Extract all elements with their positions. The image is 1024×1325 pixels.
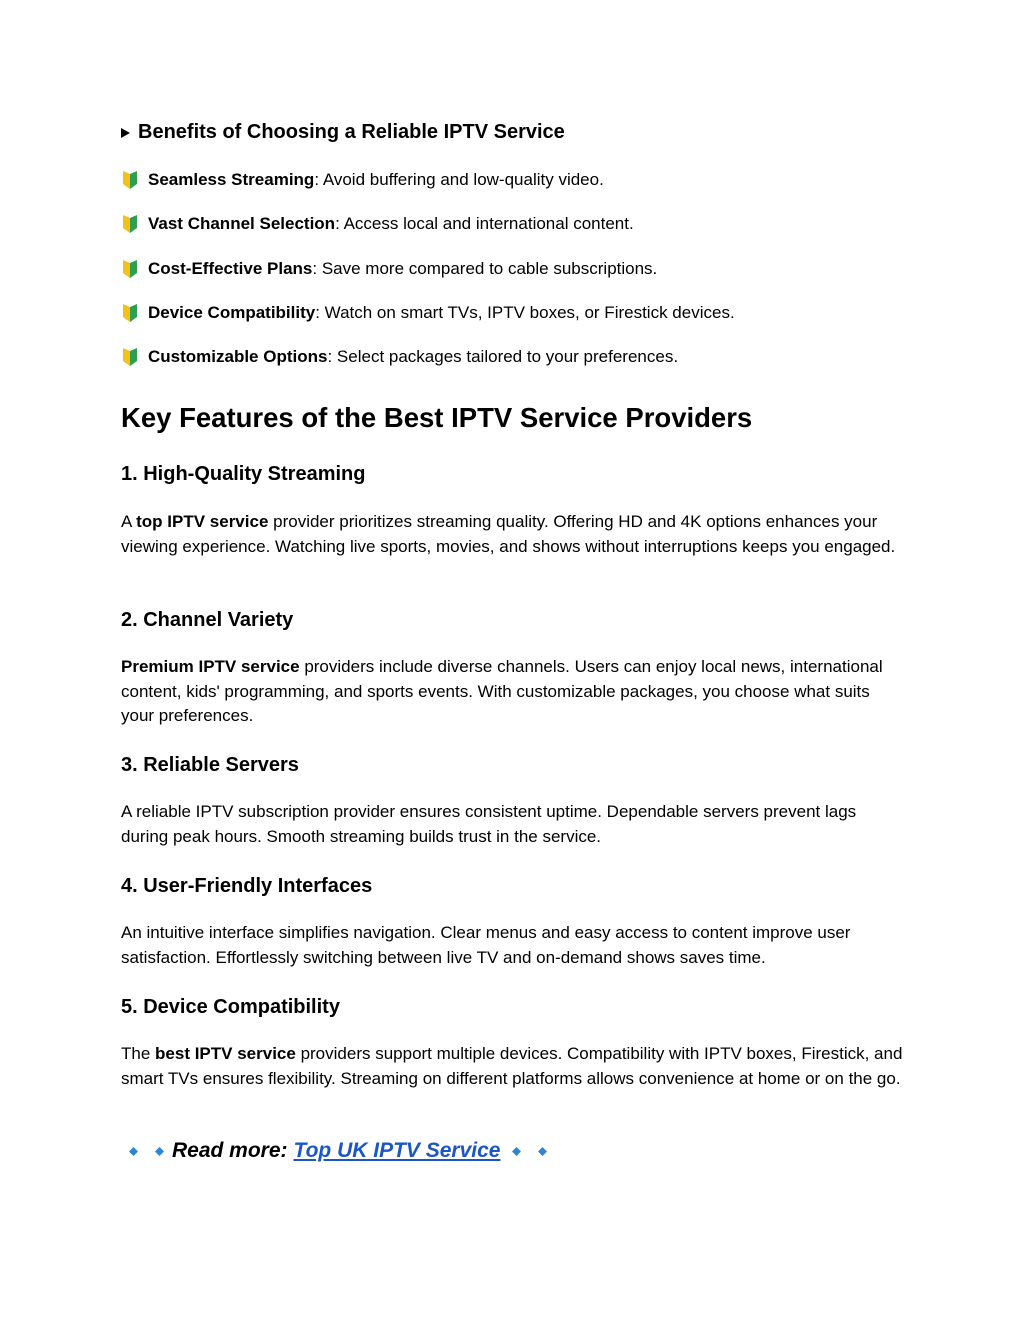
section-paragraph: An intuitive interface simplifies navigation. Clear menus and easy access to content improve user satisfaction. Effortlessly switching between live TV and on-demand shows saves time. [121,923,851,967]
small-blue-diamond-icon [129,1147,138,1156]
small-blue-diamond-icon [155,1147,164,1156]
read-more-line [129,1139,547,1163]
benefits-heading: Benefits of Choosing a Reliable IPTV Service [121,121,565,144]
section-heading: 4. User-Friendly Interfaces [121,875,373,897]
section-heading: 1. High-Quality Streaming [121,463,366,485]
small-blue-diamond-icon [538,1147,547,1156]
section-heading: 2. Channel Variety [121,609,294,631]
section-heading: 5. Device Compatibility [121,996,340,1018]
benefit-item: Customizable Options : Select packages tailored to your preferences. [121,347,678,367]
triangle-right-icon [121,128,130,138]
benefit-item: Seamless Streaming : Avoid buffering and low-quality video. [121,170,604,190]
benefit-item: Vast Channel Selection : Access local and international content. [121,214,634,234]
read-more-label: Read more: [172,1139,288,1162]
benefit-item: Device Compatibility : Watch on smart TVs, IPTV boxes, or Firestick devices. [121,303,735,323]
japanese-beginner-leaf-icon [121,303,139,323]
section-paragraph: A top IPTV service provider prioritizes streaming quality. Offering HD and 4K options enhances your viewing experience. Watching live sports, movies, and shows without interruptions keeps you engaged. [121,512,896,556]
section-heading: 3. Reliable Servers [121,754,299,776]
section-paragraph: A reliable IPTV subscription provider ensures consistent uptime. Dependable servers prevent lags during peak hours. Smooth streaming builds trust in the service. [121,802,857,846]
section-paragraph: The best IPTV service providers support multiple devices. Compatibility with IPTV boxes, Firestick, and smart TVs ensures flexibility. Streaming on different platforms allows convenience at home or on the go. [121,1044,903,1088]
read-more-link[interactable]: Top UK IPTV Service [293,1139,501,1162]
japanese-beginner-leaf-icon [121,259,139,279]
japanese-beginner-leaf-icon [121,170,139,190]
section-paragraph: Premium IPTV service providers include diverse channels. Users can enjoy local news, international content, kids' programming, and sports events. With customizable packages, you choose what suits your preferences. [121,657,883,725]
benefit-item: Cost-Effective Plans : Save more compared to cable subscriptions. [121,259,657,279]
japanese-beginner-leaf-icon [121,214,139,234]
small-blue-diamond-icon [512,1147,521,1156]
page-title: Key Features of the Best IPTV Service Providers [121,402,753,433]
japanese-beginner-leaf-icon [121,347,139,367]
